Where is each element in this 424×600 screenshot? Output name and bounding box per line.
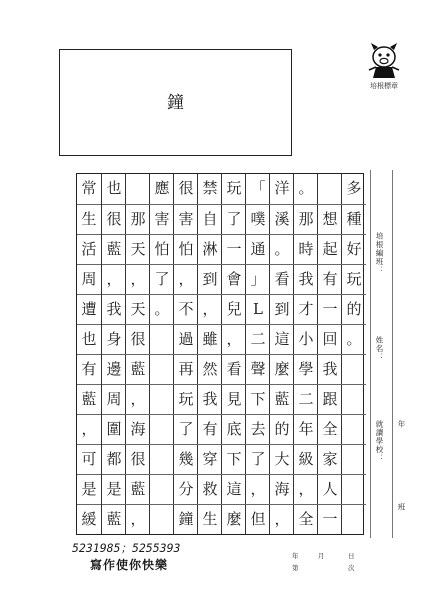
grid-cell	[150, 474, 174, 504]
grid-cell: 了	[174, 414, 198, 444]
grid-cell	[150, 504, 174, 534]
margin-line	[392, 170, 393, 538]
grid-cell: 去	[246, 414, 270, 444]
grid-cell: 學	[294, 354, 318, 384]
grid-cell: 洋	[274, 179, 290, 197]
grid-cell: 那	[294, 204, 318, 234]
grid-cell: 海	[270, 474, 294, 504]
grid-cell: 麼	[270, 354, 294, 384]
grid-cell: 聲	[246, 354, 270, 384]
grid-cell: 全	[318, 414, 342, 444]
grid-cell: 通	[246, 234, 270, 264]
grid-cell	[342, 444, 366, 474]
grid-cell: 了	[222, 204, 246, 234]
grid-cell: 家	[318, 444, 342, 474]
grid-cell: ，	[126, 384, 150, 414]
grid-cell	[342, 414, 366, 444]
grid-cell: 有	[318, 264, 342, 294]
ordinal-label: 第	[292, 564, 299, 572]
grid-cell	[342, 354, 366, 384]
grid-cell: 是	[102, 474, 126, 504]
grid-cell	[126, 174, 150, 204]
grid-column	[221, 174, 245, 534]
grid-cell: 遭	[77, 294, 101, 324]
grid-cell: 到	[198, 264, 222, 294]
grid-cell: 見	[222, 384, 246, 414]
grid-cell: 了	[150, 264, 174, 294]
grid-cell	[150, 324, 174, 354]
grid-cell: 常	[81, 179, 97, 197]
grid-cell: ，	[126, 504, 150, 534]
grid-cell: 人	[318, 474, 342, 504]
grid-cell: 「	[250, 179, 266, 197]
grid-cell: 年	[294, 414, 318, 444]
grid-cell: 天	[126, 294, 150, 324]
grid-cell: 過	[174, 324, 198, 354]
margin-line	[370, 170, 371, 538]
grid-cell: 很	[178, 179, 194, 197]
grid-cell: 藍	[102, 234, 126, 264]
grid-cell: 但	[246, 504, 270, 534]
year-label: 年	[292, 552, 299, 560]
times-label: 次	[348, 564, 355, 572]
grid-cell: 跟	[318, 384, 342, 414]
grid-cell: 也	[106, 179, 122, 197]
grid-cell: 生	[198, 504, 222, 534]
grid-cell: 怕	[174, 234, 198, 264]
grid-cell: 幾	[174, 444, 198, 474]
grid-cell: 大	[270, 444, 294, 474]
grid-column	[341, 174, 365, 534]
grid-cell: 二	[246, 324, 270, 354]
grade-label: 年	[397, 420, 406, 429]
grid-cell: 很	[126, 324, 150, 354]
grid-cell: 我	[294, 264, 318, 294]
grid-cell: 看	[222, 354, 246, 384]
grid-cell	[150, 414, 174, 444]
grid-cell: 藍	[126, 354, 150, 384]
grid-cell: 藍	[126, 474, 150, 504]
grid-cell: 我	[102, 294, 126, 324]
grid-cell: 鐘	[174, 504, 198, 534]
grid-cell: 級	[294, 444, 318, 474]
grid-cell: 禁	[202, 179, 218, 197]
month-label: 月	[318, 552, 325, 560]
grid-cell: ，	[270, 504, 294, 534]
grid-cell: 多	[346, 179, 362, 197]
grid-cell: 身	[102, 324, 126, 354]
grid-cell: 是	[77, 474, 101, 504]
grid-cell: 怕	[150, 234, 174, 264]
title-label: 鐘	[167, 93, 184, 113]
grid-cell: 一	[222, 234, 246, 264]
grid-cell: 害	[174, 204, 198, 234]
logo-caption: 培根標章	[370, 82, 398, 90]
grid-cell: 好	[342, 234, 366, 264]
grid-cell	[318, 174, 342, 204]
grid-cell: 緩	[77, 504, 101, 534]
grid-column	[77, 174, 101, 534]
grid-column	[197, 174, 221, 534]
grid-cell: L	[246, 294, 270, 324]
class-no-label: 班	[397, 503, 406, 512]
grid-cell: 有	[198, 414, 222, 444]
grid-cell: 。	[342, 324, 366, 354]
grid-cell	[150, 354, 174, 384]
grid-column	[125, 174, 149, 534]
grid-cell: ，	[126, 264, 150, 294]
grid-cell: 藍	[77, 384, 101, 414]
writing-grid	[76, 173, 364, 535]
grid-cell: ，	[294, 474, 318, 504]
grid-cell: 應	[154, 179, 170, 197]
grid-cell: 回	[318, 324, 342, 354]
grid-cell: 雖	[198, 324, 222, 354]
grid-cell: ，	[102, 264, 126, 294]
grid-cell: 溪	[270, 204, 294, 234]
day-label: 日	[348, 552, 355, 560]
grid-cell: 這	[270, 324, 294, 354]
grid-column	[293, 174, 317, 534]
grid-cell: 生	[77, 204, 101, 234]
grid-cell: 有	[77, 354, 101, 384]
grid-cell: 才	[294, 294, 318, 324]
grid-cell: 那	[126, 204, 150, 234]
grid-cell: 一	[318, 504, 342, 534]
grid-cell: 周	[77, 264, 101, 294]
grid-cell: 時	[294, 234, 318, 264]
grid-cell	[342, 384, 366, 414]
grid-cell: 的	[342, 294, 366, 324]
grid-cell: 兒	[222, 294, 246, 324]
grid-cell: 害	[150, 204, 174, 234]
grid-cell: 了	[246, 444, 270, 474]
grid-cell: 淋	[198, 234, 222, 264]
grid-cell: 都	[102, 444, 126, 474]
grid-cell: 可	[77, 444, 101, 474]
grid-cell: 。	[150, 294, 174, 324]
grid-cell: 自	[198, 204, 222, 234]
grid-cell: 不	[174, 294, 198, 324]
grid-cell: 二	[294, 384, 318, 414]
slogan: 寫作使你快樂	[90, 558, 169, 572]
grid-cell: 也	[77, 324, 101, 354]
grid-column	[101, 174, 125, 534]
grid-cell: 想	[318, 204, 342, 234]
grid-cell: 我	[198, 384, 222, 414]
grid-cell: 我	[318, 354, 342, 384]
grid-cell: 藍	[102, 504, 126, 534]
grid-cell: 看	[270, 264, 294, 294]
grid-cell: 一	[318, 294, 342, 324]
title-box	[59, 49, 292, 156]
grid-cell: 藍	[270, 384, 294, 414]
grid-cell: ，	[174, 264, 198, 294]
phone-numbers: 5231985；5255393	[72, 541, 181, 555]
grid-cell	[150, 384, 174, 414]
grid-column	[245, 174, 269, 534]
grid-cell: 起	[318, 234, 342, 264]
grid-cell: 很	[102, 204, 126, 234]
grid-cell: 邊	[102, 354, 126, 384]
grid-cell: 圍	[102, 414, 126, 444]
grid-cell: ，	[222, 324, 246, 354]
grid-column	[149, 174, 173, 534]
grid-cell: 救	[198, 474, 222, 504]
cartoon-pig-logo-icon	[365, 40, 403, 80]
grid-cell: 分	[174, 474, 198, 504]
grid-cell: 到	[270, 294, 294, 324]
class-label: 培根編班：	[375, 232, 384, 275]
grid-cell: 種	[342, 204, 366, 234]
grid-cell: 全	[294, 504, 318, 534]
grid-cell	[342, 504, 366, 534]
grid-cell: 小	[294, 324, 318, 354]
grid-cell: 玩	[174, 384, 198, 414]
grid-column	[269, 174, 293, 534]
grid-column	[173, 174, 197, 534]
grid-cell: 然	[198, 354, 222, 384]
grid-column	[317, 174, 341, 534]
grid-cell: ，	[198, 294, 222, 324]
grid-cell: 玩	[226, 179, 242, 197]
grid-cell	[150, 444, 174, 474]
grid-cell: 下	[246, 384, 270, 414]
grid-cell: ，	[246, 474, 270, 504]
grid-cell: 穿	[198, 444, 222, 474]
grid-cell: 底	[222, 414, 246, 444]
grid-cell: 很	[126, 444, 150, 474]
grid-cell	[342, 474, 366, 504]
grid-cell: 的	[270, 414, 294, 444]
grid-cell: 活	[77, 234, 101, 264]
grid-cell: 周	[102, 384, 126, 414]
grid-cell: 這	[222, 474, 246, 504]
grid-cell: 再	[174, 354, 198, 384]
grid-cell: 。	[270, 234, 294, 264]
grid-cell: ，	[77, 414, 101, 444]
school-label: 就讀學校：	[375, 420, 384, 463]
grid-cell: 玩	[342, 264, 366, 294]
grid-cell: 海	[126, 414, 150, 444]
grid-cell: 天	[126, 234, 150, 264]
grid-cell: 麼	[222, 504, 246, 534]
grid-cell: 下	[222, 444, 246, 474]
name-label: 姓名：	[375, 336, 384, 362]
grid-cell: 。	[298, 179, 314, 197]
grid-cell: 噗	[246, 204, 270, 234]
grid-cell: 會	[222, 264, 246, 294]
grid-cell: 」	[246, 264, 270, 294]
